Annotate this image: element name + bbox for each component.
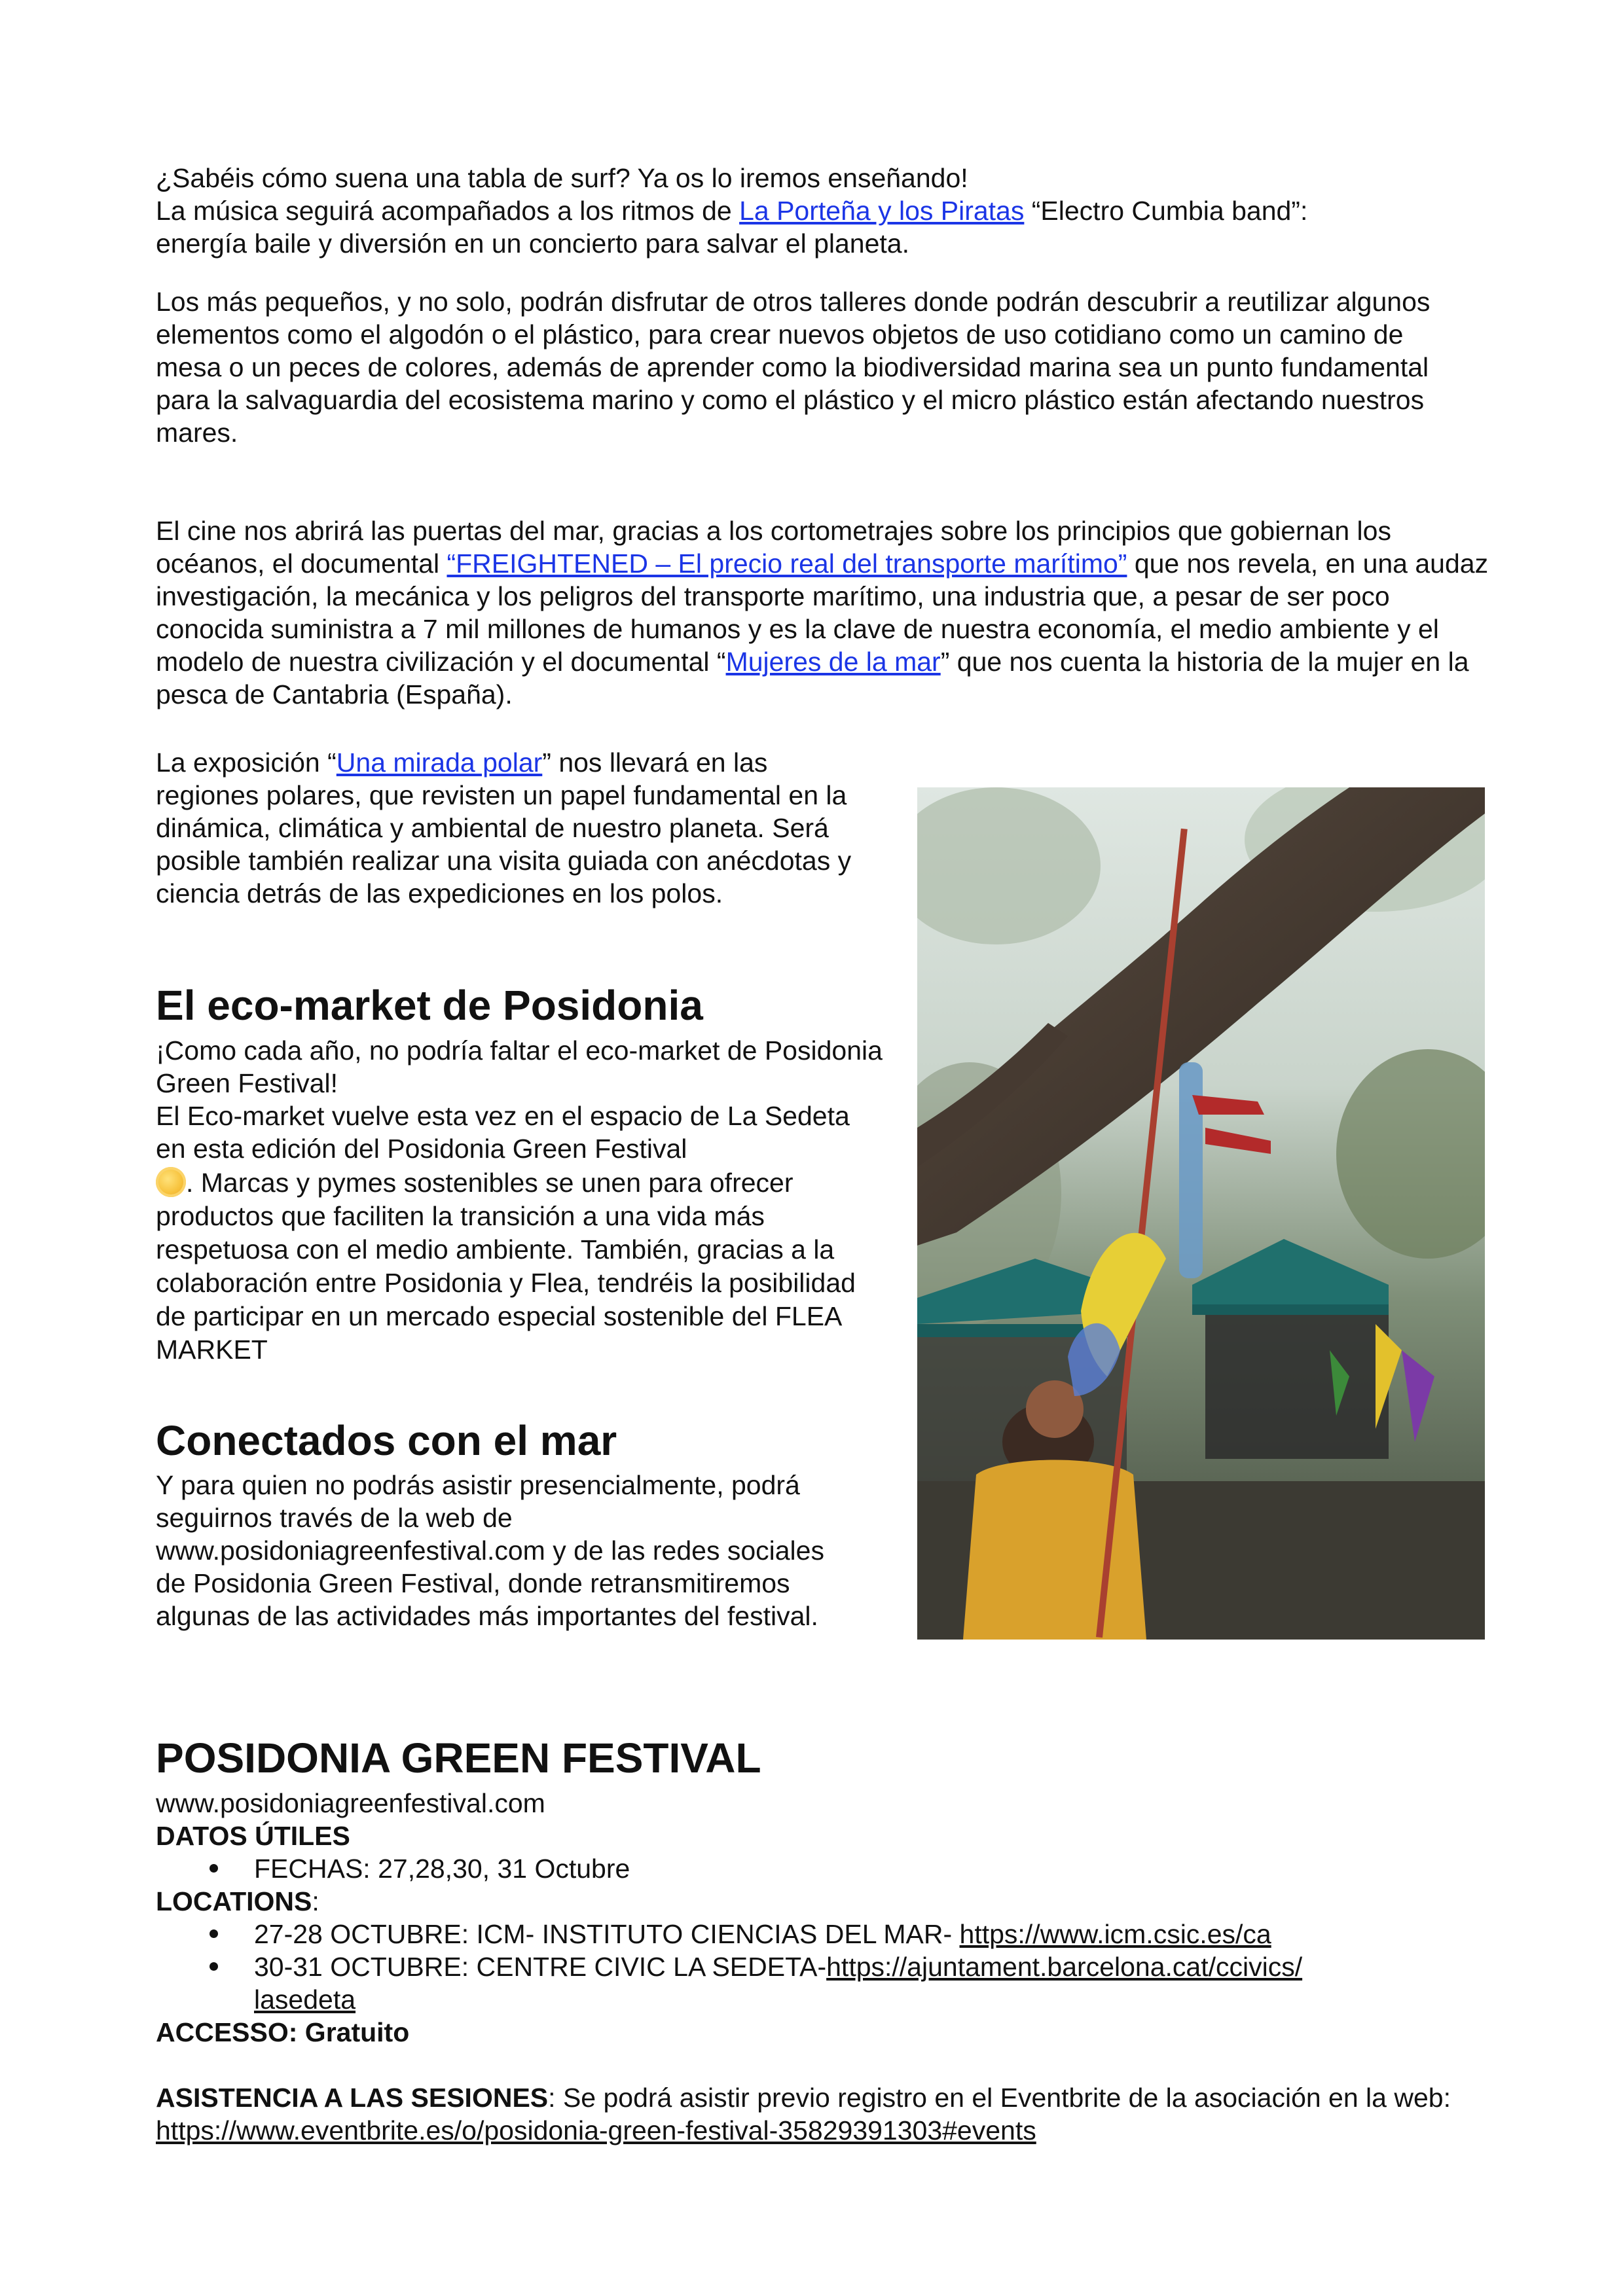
sun-icon	[156, 1167, 186, 1197]
festival-web: www.posidoniagreenfestival.com	[156, 1788, 545, 1818]
online-paragraph: Y para quien no podrás asistir presencialmente, podrá seguirnos través de la web de www.posidoniagreenfestival.com y de las redes sociales de Posidonia Green Festival, donde retransmitiremos algunas de las actividades más importantes del festival.	[156, 1470, 824, 1631]
cinema-paragraph	[156, 514, 1491, 711]
bullet-dot	[210, 1864, 218, 1873]
location-item-2	[254, 1950, 1485, 2016]
locations-colon: :	[312, 1886, 319, 1916]
freightened-link[interactable]: “FREIGHTENED – El precio real del transporte marítimo”	[447, 548, 1127, 579]
expo-paragraph	[156, 746, 869, 910]
intro-line-2-post: “Electro Cumbia band”:	[1024, 196, 1308, 226]
mujeres-de-la-mar-link[interactable]: Mujeres de la mar	[725, 647, 941, 677]
asistencia-paragraph	[156, 2081, 1491, 2147]
ecomarket-heading: El eco-market de Posidonia	[156, 982, 703, 1029]
location-item-1	[254, 1918, 1485, 1950]
ecomarket-paragraph-2: El Eco-market vuelve esta vez en el espacio de La Sedeta en esta edición del Posidonia Green Festival	[156, 1101, 850, 1164]
sedeta-link[interactable]: https://ajuntament.barcelona.cat/ccivics/	[826, 1952, 1303, 1982]
expo-text-post: ” nos llevará en las regiones polares, que revisten un papel fundamental en la dinámica, climática y ambiental de nuestro planeta. Será posible también realizar una visita guiada con anécdotas y ciencia detrás de las expediciones en los polos.	[156, 747, 852, 908]
datos-utiles-label	[156, 1820, 350, 1852]
datos-utiles-bold: DATOS ÚTILES	[156, 1821, 350, 1851]
la-portena-link[interactable]: La Porteña y los Piratas	[739, 196, 1025, 226]
intro-line-3: energía baile y diversión en un concierto para salvar el planeta.	[156, 228, 909, 259]
kids-paragraph: Los más pequeños, y no solo, podrán disfrutar de otros talleres donde podrán descubrir a reutilizar algunos elementos como el algodón o el plástico, para crear nuevos objetos de uso cotidiano como un camino de mesa o un peces de colores, además de aprender como la biodiversidad marina sea un punto fundamental para la salvaguardia del ecosistema marino y como el plástico y el micro plástico están afectando nuestros mares.	[156, 287, 1431, 448]
eventbrite-link[interactable]: https://www.eventbrite.es/o/posidonia-green-festival-35829391303#events	[156, 2115, 1036, 2145]
fechas-item: FECHAS: 27,28,30, 31 Octubre	[254, 1854, 630, 1884]
expo-text-pre: La exposición “	[156, 747, 337, 778]
locations-label	[156, 1885, 319, 1918]
acceso-bold: ACCESSO: Gratuito	[156, 2017, 410, 2047]
festival-photo	[917, 787, 1485, 1640]
festival-photo-illustration	[917, 787, 1485, 1640]
una-mirada-polar-link[interactable]: Una mirada polar	[336, 747, 543, 778]
cinema-text-post: ” que nos cuenta la historia de la mujer en la pesca de Cantabria (España).	[156, 647, 1469, 709]
location-1-text: 27-28 OCTUBRE: ICM- INSTITUTO CIENCIAS DEL MAR-	[254, 1919, 960, 1949]
bullet-dot	[210, 1929, 218, 1938]
location-2-text: 30-31 OCTUBRE: CENTRE CIVIC LA SEDETA-	[254, 1952, 827, 1982]
sedeta-link-continued[interactable]: lasedeta	[254, 1984, 356, 2015]
icm-link[interactable]: https://www.icm.csic.es/ca	[959, 1919, 1271, 1949]
asistencia-text: : Se podrá asistir previo registro en el Eventbrite de la asociación en la web:	[548, 2083, 1451, 2113]
asistencia-bold: ASISTENCIA A LAS SESIONES	[156, 2083, 549, 2113]
acceso-line	[156, 2016, 409, 2049]
intro-line-2-pre: La música seguirá acompañados a los ritmos de	[156, 196, 740, 226]
online-heading: Conectados con el mar	[156, 1417, 617, 1464]
ecomarket-text-3: . Marcas y pymes sostenibles se unen para ofrecer productos que faciliten la transición a una vida más respetuosa con el medio ambiente. También, gracias a la colaboración entre Posidonia y Flea, tendréis la posibilidad de participar en un mercado especial sostenible del FLEA MARKET	[156, 1168, 856, 1365]
cinema-text-mid: que nos revela, en una audaz investigación, la mecánica y los peligros del transporte marítimo, una industria que, a pesar de ser poco conocida suministra a 7 mil millones de humanos y es la clave de nuestra economía, el medio ambiente y el modelo de nuestra civilización y el documental “	[156, 548, 1489, 677]
ecomarket-paragraph-3	[156, 1166, 883, 1367]
intro-paragraph	[156, 162, 1491, 260]
bullet-dot	[210, 1962, 218, 1971]
intro-line-1: ¿Sabéis cómo suena una tabla de surf? Ya os lo iremos enseñando!	[156, 163, 968, 193]
festival-heading: POSIDONIA GREEN FESTIVAL	[156, 1734, 761, 1782]
cinema-text-pre: El cine nos abrirá las puertas del mar, gracias a los cortometrajes sobre los principios que gobiernan los océanos, el documental	[156, 516, 1391, 579]
ecomarket-paragraph-1: ¡Como cada año, no podría faltar el eco-market de Posidonia Green Festival!	[156, 1035, 883, 1098]
locations-bold: LOCATIONS	[156, 1886, 312, 1916]
